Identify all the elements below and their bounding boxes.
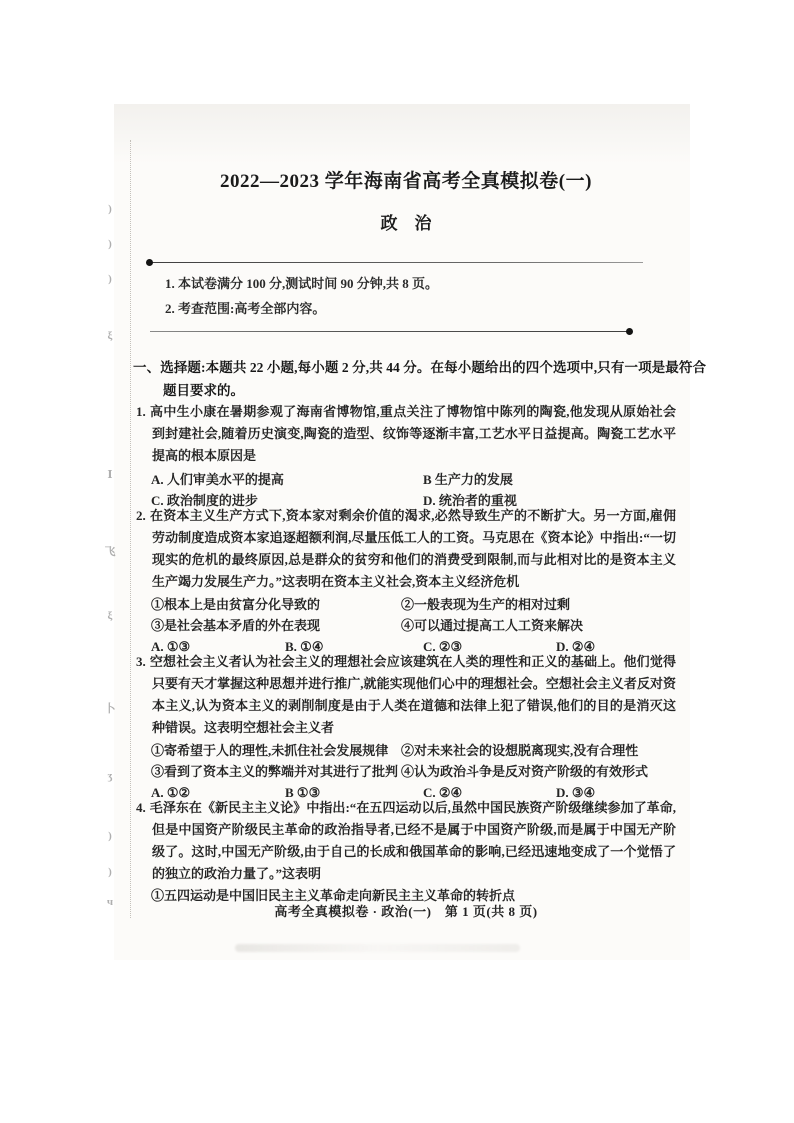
statement-2: ②一般表现为生产的相对过剩 <box>401 597 571 612</box>
margin-bleed-mark: 卜 <box>104 703 116 715</box>
question-number: 3. <box>136 654 146 669</box>
margin-bleed-mark: 飞 <box>104 546 116 558</box>
question-stem-text: 毛泽东在《新民主主义论》中指出:“在五四运动以后,虽然中国民族资产阶级继续参加了革命,但是中国资产阶级民主革命的政治指导者,已经不是属于中国资产阶级,而是属于中国无产阶级了。这时,中国无产阶级,由于自己的长成和俄国革命的影响,已经迅速地变成了一个觉悟了的独立的政治力量了。”这表明 <box>149 800 676 881</box>
notice-lines <box>136 263 676 331</box>
margin-bleed-mark: ) <box>108 273 112 285</box>
margin-bleed-mark: ) <box>108 866 112 878</box>
margin-bleed-mark: Ⅰ <box>107 469 113 481</box>
question-stem <box>136 401 676 467</box>
statements <box>151 594 676 636</box>
page-content <box>133 0 706 1123</box>
margin-bleed-mark: ) <box>108 203 112 215</box>
statements <box>151 740 676 782</box>
question-2 <box>136 505 676 657</box>
margin-bleed-mark: ʒ <box>107 770 113 782</box>
binding-fold-line <box>130 140 131 918</box>
statement-4: ④认为政治斗争是反对资产阶级的有效形式 <box>401 764 649 779</box>
option-b: B 生产力的发展 <box>423 472 513 487</box>
question-stem-text: 空想社会主义者认为社会主义的理想社会应该建筑在人类的理性和正义的基础上。他们觉得只要有天才掌握这种思想并进行推广,就能实现他们心中的理想社会。空想社会主义者反对资本主义,认为资本主义的剥削制度是由于人类在道德和法律上犯了错误,他们的目的是消灭这种错误。这表明空想社会主义者 <box>149 654 676 735</box>
option-a: A. 人们审美水平的提高 <box>151 472 284 487</box>
statement-2: ②对未来社会的设想脱离现实,没有合理性 <box>401 743 639 758</box>
answer-a: A. ①② <box>151 785 191 800</box>
option-c: C. 政治制度的进步 <box>151 492 258 508</box>
statement-4: ④可以通过提高工人工资来解决 <box>401 618 584 633</box>
bullet-dot <box>626 328 633 335</box>
question-stem-text: 在资本主义生产方式下,资本家对剩余价值的渴求,必然导致生产的不断扩大。另一方面,雇佣劳动制度造成资本家追逐超额利润,尽量压低工人的工资。马克思在《资本论》中指出:“一切现实的危机的最终原因,总是群众的贫穷和他们的消费受到限制,而与此相对比的是资本主义生产竭力发展生产力。”这表明在资本主义社会,资本主义经济危机 <box>149 508 676 589</box>
ink-smudge <box>235 944 520 952</box>
statement-1: ①寄希望于人的理性,未抓住社会发展规律 <box>151 743 389 758</box>
question-stem <box>136 797 676 885</box>
margin-bleed-mark: ) <box>108 238 112 250</box>
answer-c: C. ②③ <box>423 639 463 654</box>
margin-bleed-mark: ξ <box>107 330 113 342</box>
question-4 <box>136 797 676 906</box>
statement-3: ③看到了资本主义的弊端并对其进行了批判 <box>151 764 399 779</box>
notice-item: 2. 考查范围:高考全部内容。 <box>165 301 326 316</box>
notice-rule-bottom <box>150 331 629 332</box>
question-stem <box>136 651 676 739</box>
option-d: D. 统治者的重视 <box>423 492 517 508</box>
notice-rule-top <box>151 262 643 263</box>
statement-1: ①根本上是由贫富分化导致的 <box>151 597 321 612</box>
subject-title: 政 治 <box>380 214 432 233</box>
section-heading: 一、选择题:本题共 22 小题,每小题 2 分,共 44 分。在每小题给出的四个选项中,只有一项是最符合题目要求的。 <box>133 360 706 398</box>
answer-d: D. ③④ <box>556 785 596 800</box>
margin-bleed-mark: ξ <box>107 610 113 622</box>
notice-box <box>136 262 676 332</box>
notice-item: 1. 本试卷满分 100 分,测试时间 90 分钟,共 8 页。 <box>165 276 439 291</box>
margin-bleed-mark: ) <box>108 830 112 842</box>
statement-3: ③是社会基本矛盾的外在表现 <box>151 618 321 633</box>
answer-b: B. ①④ <box>285 639 324 654</box>
answer-a: A. ①③ <box>151 639 191 654</box>
question-number: 2. <box>136 508 146 523</box>
question-1 <box>136 401 676 511</box>
bullet-dot <box>146 259 153 266</box>
statement-1: ①五四运动是中国旧民主主义革命走向新民主主义革命的转折点 <box>151 888 516 903</box>
answer-b: B ①③ <box>285 785 321 800</box>
question-stem-text: 高中生小康在暑期参观了海南省博物馆,重点关注了博物馆中陈列的陶瓷,他发现从原始社会到封建社会,随着历史演变,陶瓷的造型、纹饰等逐渐丰富,工艺水平日益提高。陶瓷工艺水平提高的根本原因是 <box>149 404 676 463</box>
exam-title: 2022—2023 学年海南省高考全真模拟卷(一) <box>220 171 592 192</box>
page-footer: 高考全真模拟卷 · 政治(一) 第 1 页(共 8 页) <box>274 904 538 919</box>
question-number: 1. <box>136 404 146 419</box>
question-number: 4. <box>136 800 146 815</box>
question-3 <box>136 651 676 803</box>
answer-c: C. ②④ <box>423 785 463 800</box>
margin-bleed-mark: ч <box>106 896 114 908</box>
answer-d: D. ②④ <box>556 639 596 654</box>
question-stem <box>136 505 676 593</box>
